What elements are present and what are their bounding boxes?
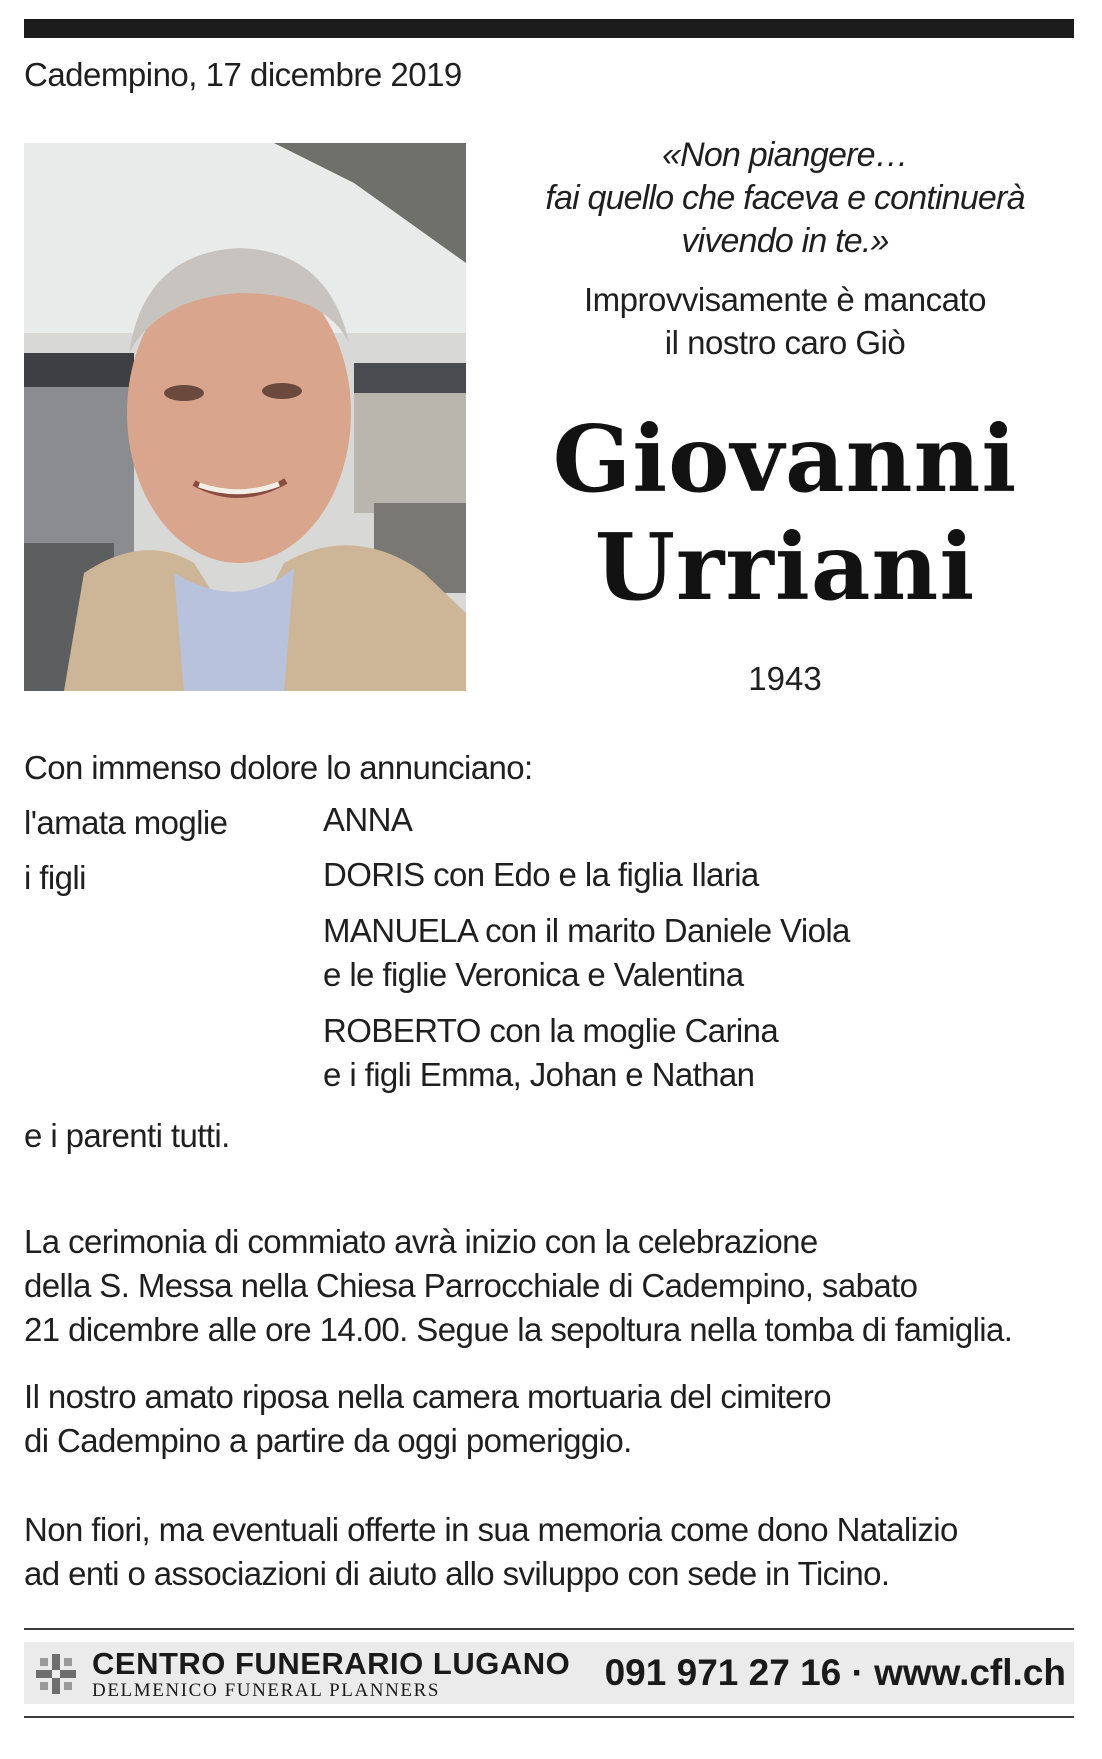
footer-bottom-rule [24,1716,1074,1718]
child-line: MANUELA con il marito Daniele Viola [323,912,850,949]
deceased-name [500,405,1070,621]
rest-line: Il nostro amato riposa nella camera mortuaria del cimitero [24,1378,832,1415]
announcement: Con immenso dolore lo annunciano: [24,749,533,786]
intro-line: Improvvisamente è mancato [583,281,986,318]
child-entry: DORIS con Edo e la figlia Ilaria [323,856,759,893]
last-name: Urriani [594,513,976,621]
ceremony-line: La cerimonia di commiato avrà inizio con la celebrazione [24,1223,818,1260]
ceremony-paragraph [24,1220,1084,1352]
quote-line: «Non piangere… [662,136,908,174]
place-date: Cadempino, 17 dicembre 2019 [24,56,462,93]
funeral-home-footer [24,1642,1074,1704]
child-line: e i figli Emma, Johan e Nathan [323,1056,755,1093]
wife-name: ANNA [323,801,413,838]
child-entry [323,909,850,997]
contact-info: 091 971 27 16 · www.cfl.ch [604,1652,1066,1693]
company-subtitle: DELMENICO FUNERAL PLANNERS [92,1680,441,1701]
rest-line: di Cadempino a partire da oggi pomeriggio. [24,1422,632,1459]
wife-label: l'amata moglie [24,804,228,841]
cross-logo-icon [34,1652,78,1696]
quote-line: vivendo in te.» [681,222,889,260]
portrait-photo [24,143,466,691]
child-line: e le figlie Veronica e Valentina [323,956,744,993]
children-label: i figli [24,859,86,896]
intro-line: il nostro caro Giò [664,324,906,361]
family-closing: e i parenti tutti. [24,1117,230,1154]
intro-text [500,278,1070,364]
first-name: Giovanni [552,405,1018,513]
donations-line: ad enti o associazioni di aiuto allo sviluppo con sede in Ticino. [24,1555,890,1592]
child-entry [323,1009,778,1097]
footer-top-rule [24,1628,1074,1630]
ceremony-line: 21 dicembre alle ore 14.00. Segue la sepoltura nella tomba di famiglia. [24,1311,1013,1348]
company-name: CENTRO FUNERARIO LUGANO [92,1646,571,1681]
birth-year: 1943 [748,660,822,697]
donations-line: Non fiori, ma eventuali offerte in sua memoria come dono Natalizio [24,1511,958,1548]
ceremony-line: della S. Messa nella Chiesa Parrocchiale di Cadempino, sabato [24,1267,918,1304]
memorial-quote [500,134,1070,263]
portrait-illustration [24,143,466,691]
quote-line: fai quello che faceva e continuerà [545,179,1025,217]
rest-paragraph [24,1375,1084,1463]
donations-paragraph [24,1508,1084,1596]
child-line: ROBERTO con la moglie Carina [323,1012,779,1049]
top-rule [24,19,1074,38]
